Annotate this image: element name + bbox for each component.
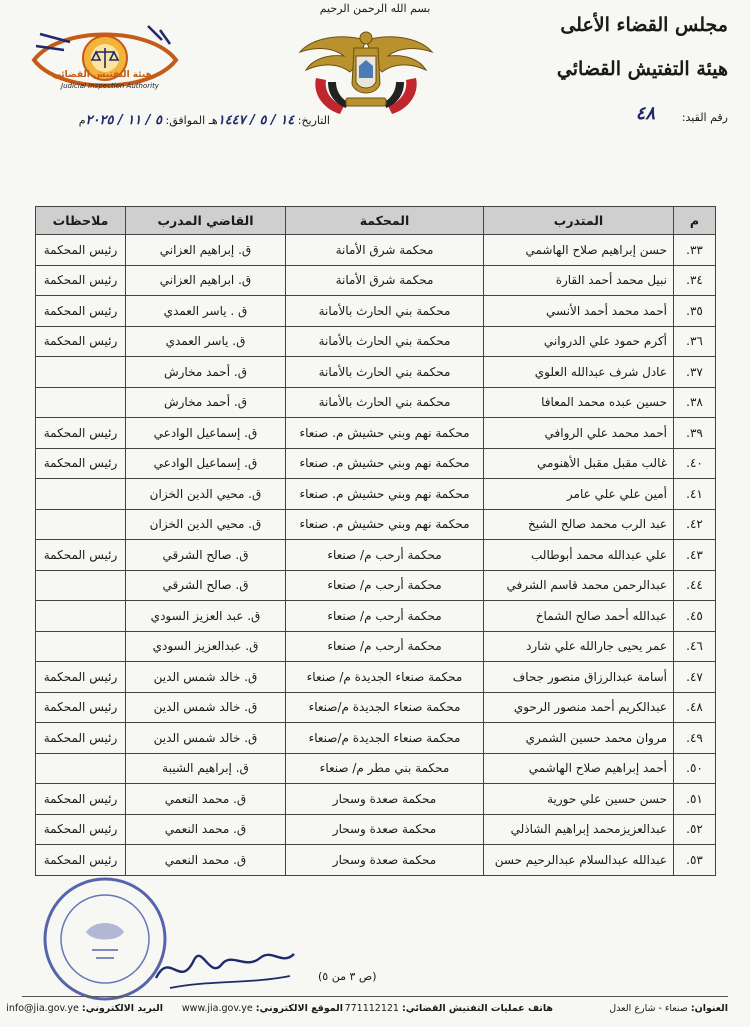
- trainer-judge: ق. محمد النعمي: [126, 814, 286, 845]
- row-notes: رئيس المحكمة: [36, 662, 126, 693]
- table-row: [36, 235, 716, 266]
- court-name: محكمة صعدة وسحار: [286, 784, 484, 815]
- court-name: محكمة بني الحارث بالأمانة: [286, 387, 484, 418]
- trainee-name: أحمد محمد علي الروافي: [484, 418, 674, 449]
- row-notes: رئيس المحكمة: [36, 265, 126, 296]
- date-hijri: ١٤ / ٥ / ١٤٤٧: [217, 113, 295, 128]
- trainee-name: عبدالكريم أحمد منصور الرحوي: [484, 692, 674, 723]
- court-name: محكمة بني الحارث بالأمانة: [286, 326, 484, 357]
- trainee-name: عبدالرحمن محمد قاسم الشرفي: [484, 570, 674, 601]
- trainee-name: أحمد إبراهيم صلاح الهاشمي: [484, 753, 674, 784]
- row-number: ٤٧.: [674, 662, 716, 693]
- table-row: [36, 387, 716, 418]
- row-notes: رئيس المحكمة: [36, 540, 126, 571]
- table-row: [36, 265, 716, 296]
- row-number: ٥٢.: [674, 814, 716, 845]
- footer-phone: هاتف عمليات التفتيش القضائي: 771112121: [344, 1003, 553, 1014]
- authority-name: هيئة التفتيش القضائي: [556, 58, 728, 80]
- row-notes: [36, 479, 126, 510]
- registration-number: ٤٨: [635, 103, 655, 124]
- trainee-name: عبدالعزيزمحمد إبراهيم الشاذلي: [484, 814, 674, 845]
- footer-address: العنوان: صنعاء - شارع العدل: [609, 1003, 728, 1014]
- row-notes: [36, 631, 126, 662]
- trainer-judge: ق. خالد شمس الدين: [126, 662, 286, 693]
- court-name: محكمة صعدة وسحار: [286, 845, 484, 876]
- trainer-judge: ق. إبراهيم العزاني: [126, 235, 286, 266]
- table-row: [36, 479, 716, 510]
- court-name: محكمة بني مطر م/ صنعاء: [286, 753, 484, 784]
- trainee-name: عادل شرف عبدالله العلوي: [484, 357, 674, 388]
- court-name: محكمة نهم وبني حشيش م. صنعاء: [286, 418, 484, 449]
- row-number: ٤٨.: [674, 692, 716, 723]
- row-notes: [36, 753, 126, 784]
- court-name: محكمة نهم وبني حشيش م. صنعاء: [286, 479, 484, 510]
- trainee-name: عبد الرب محمد صالح الشيخ: [484, 509, 674, 540]
- date-gregorian: ٥ / ١١ / ٢٠٢٥: [85, 113, 163, 128]
- row-number: ٤٩.: [674, 723, 716, 754]
- row-number: ٣٨.: [674, 387, 716, 418]
- footer-divider: [22, 996, 728, 997]
- trainer-judge: ق. إبراهيم الشيبة: [126, 753, 286, 784]
- row-notes: [36, 509, 126, 540]
- trainee-name: عبدالله أحمد صالح الشماخ: [484, 601, 674, 632]
- court-name: محكمة أرحب م/ صنعاء: [286, 631, 484, 662]
- table-header-row: [36, 207, 716, 235]
- trainee-table: [35, 206, 716, 876]
- footer-email[interactable]: البريد الالكتروني: info@jia.gov.ye: [6, 1003, 163, 1014]
- table-row: [36, 784, 716, 815]
- table-row: [36, 540, 716, 571]
- trainer-judge: ق. عبدالعزيز السودي: [126, 631, 286, 662]
- table-row: [36, 814, 716, 845]
- court-name: محكمة شرق الأمانة: [286, 265, 484, 296]
- table-row: [36, 631, 716, 662]
- table-row: [36, 662, 716, 693]
- logo-text-arabic: هيئة التفتيش القضائي: [52, 70, 152, 80]
- row-notes: [36, 357, 126, 388]
- handwritten-signature-icon: [150, 930, 300, 1000]
- column-header-trainee: المتدرب: [484, 207, 674, 235]
- table-row: [36, 326, 716, 357]
- row-number: ٣٧.: [674, 357, 716, 388]
- date-label: التاريخ:: [297, 114, 330, 127]
- trainer-judge: ق. محيي الدين الخزان: [126, 509, 286, 540]
- row-notes: رئيس المحكمة: [36, 418, 126, 449]
- trainee-name: غالب مقبل مقبل الأهنومي: [484, 448, 674, 479]
- column-header-judge: القاضي المدرب: [126, 207, 286, 235]
- trainer-judge: ق. محمد النعمي: [126, 845, 286, 876]
- trainer-judge: ق. أحمد مخارش: [126, 387, 286, 418]
- row-number: ٤١.: [674, 479, 716, 510]
- trainee-name: أحمد محمد أحمد الأنسي: [484, 296, 674, 327]
- trainee-name: نبيل محمد أحمد القارة: [484, 265, 674, 296]
- row-notes: رئيس المحكمة: [36, 784, 126, 815]
- row-number: ٥٣.: [674, 845, 716, 876]
- trainee-name: حسين عبده محمد المعافا: [484, 387, 674, 418]
- registration-label: رقم القيد:: [681, 111, 728, 124]
- trainer-judge: ق. محمد النعمي: [126, 784, 286, 815]
- table-row: [36, 357, 716, 388]
- trainee-name: أكرم حمود علي الدرواني: [484, 326, 674, 357]
- row-number: ٤٥.: [674, 601, 716, 632]
- row-number: ٤٠.: [674, 448, 716, 479]
- trainee-name: أسامة عبدالرزاق منصور جحاف: [484, 662, 674, 693]
- page-indicator: (ص ٣ من ٥): [318, 970, 377, 983]
- trainer-judge: ق. محيي الدين الخزان: [126, 479, 286, 510]
- row-notes: [36, 601, 126, 632]
- footer-website[interactable]: الموقع الالكتروني: www.jia.gov.ye: [181, 1003, 343, 1014]
- org-name: مجلس القضاء الأعلى: [560, 14, 728, 36]
- court-name: محكمة أرحب م/ صنعاء: [286, 540, 484, 571]
- court-name: محكمة شرق الأمانة: [286, 235, 484, 266]
- court-name: محكمة صعدة وسحار: [286, 814, 484, 845]
- row-number: ٤٢.: [674, 509, 716, 540]
- corresponding-label: الموافق:: [165, 114, 206, 127]
- row-number: ٣٩.: [674, 418, 716, 449]
- trainee-name: حسن حسين علي حورية: [484, 784, 674, 815]
- table-row: [36, 692, 716, 723]
- row-notes: [36, 387, 126, 418]
- trainer-judge: ق. عبد العزيز السودي: [126, 601, 286, 632]
- court-name: محكمة نهم وبني حشيش م. صنعاء: [286, 509, 484, 540]
- row-notes: رئيس المحكمة: [36, 814, 126, 845]
- table-row: [36, 509, 716, 540]
- row-notes: رئيس المحكمة: [36, 235, 126, 266]
- trainer-judge: ق. خالد شمس الدين: [126, 723, 286, 754]
- row-notes: رئيس المحكمة: [36, 845, 126, 876]
- basmala: بسم الله الرحمن الرحيم: [319, 2, 431, 15]
- row-notes: [36, 570, 126, 601]
- trainee-name: علي عبدالله محمد أبوطالب: [484, 540, 674, 571]
- trainer-judge: ق. إسماعيل الوادعي: [126, 448, 286, 479]
- court-name: محكمة صنعاء الجديدة م/صنعاء: [286, 723, 484, 754]
- row-notes: رئيس المحكمة: [36, 296, 126, 327]
- trainer-judge: ق . ياسر العمدي: [126, 296, 286, 327]
- court-name: محكمة صنعاء الجديدة م/ صنعاء: [286, 662, 484, 693]
- court-name: محكمة أرحب م/ صنعاء: [286, 570, 484, 601]
- trainer-judge: ق. ياسر العمدي: [126, 326, 286, 357]
- trainee-name: مروان محمد حسين الشمري: [484, 723, 674, 754]
- table-row: [36, 753, 716, 784]
- table-row: [36, 845, 716, 876]
- row-number: ٤٤.: [674, 570, 716, 601]
- date-line: [30, 113, 330, 128]
- row-number: ٣٦.: [674, 326, 716, 357]
- table-row: [36, 570, 716, 601]
- row-number: ٣٣.: [674, 235, 716, 266]
- table-row: [36, 296, 716, 327]
- trainer-judge: ق. ابراهيم العزاني: [126, 265, 286, 296]
- trainer-judge: ق. إسماعيل الوادعي: [126, 418, 286, 449]
- table-row: [36, 418, 716, 449]
- yemen-eagle-emblem-icon: [296, 26, 436, 120]
- trainer-judge: ق. خالد شمس الدين: [126, 692, 286, 723]
- row-notes: رئيس المحكمة: [36, 326, 126, 357]
- row-number: ٥٠.: [674, 753, 716, 784]
- row-number: ٤٦.: [674, 631, 716, 662]
- row-number: ٤٣.: [674, 540, 716, 571]
- row-number: ٣٥.: [674, 296, 716, 327]
- row-notes: رئيس المحكمة: [36, 723, 126, 754]
- column-header-number: م: [674, 207, 716, 235]
- row-number: ٥١.: [674, 784, 716, 815]
- court-name: محكمة بني الحارث بالأمانة: [286, 296, 484, 327]
- trainer-judge: ق. صالح الشرقي: [126, 540, 286, 571]
- hijri-suffix: هـ: [208, 114, 218, 127]
- table-row: [36, 601, 716, 632]
- table-row: [36, 448, 716, 479]
- column-header-court: المحكمة: [286, 207, 484, 235]
- trainee-name: حسن إبراهيم صلاح الهاشمي: [484, 235, 674, 266]
- logo-text-english: Judicial Inspection Authority: [61, 82, 159, 90]
- trainer-judge: ق. أحمد مخارش: [126, 357, 286, 388]
- column-header-notes: ملاحظات: [36, 207, 126, 235]
- court-name: محكمة صنعاء الجديدة م/صنعاء: [286, 692, 484, 723]
- trainee-name: أمين علي علي عامر: [484, 479, 674, 510]
- trainee-name: عبدالله عبدالسلام عبدالرحيم حسن: [484, 845, 674, 876]
- trainer-judge: ق. صالح الشرقي: [126, 570, 286, 601]
- court-name: محكمة نهم وبني حشيش م. صنعاء: [286, 448, 484, 479]
- row-notes: رئيس المحكمة: [36, 448, 126, 479]
- row-notes: رئيس المحكمة: [36, 692, 126, 723]
- court-name: محكمة أرحب م/ صنعاء: [286, 601, 484, 632]
- table-row: [36, 723, 716, 754]
- row-number: ٣٤.: [674, 265, 716, 296]
- gregorian-suffix: م: [78, 114, 86, 127]
- court-name: محكمة بني الحارث بالأمانة: [286, 357, 484, 388]
- trainee-name: عمر يحيى جارالله علي شارد: [484, 631, 674, 662]
